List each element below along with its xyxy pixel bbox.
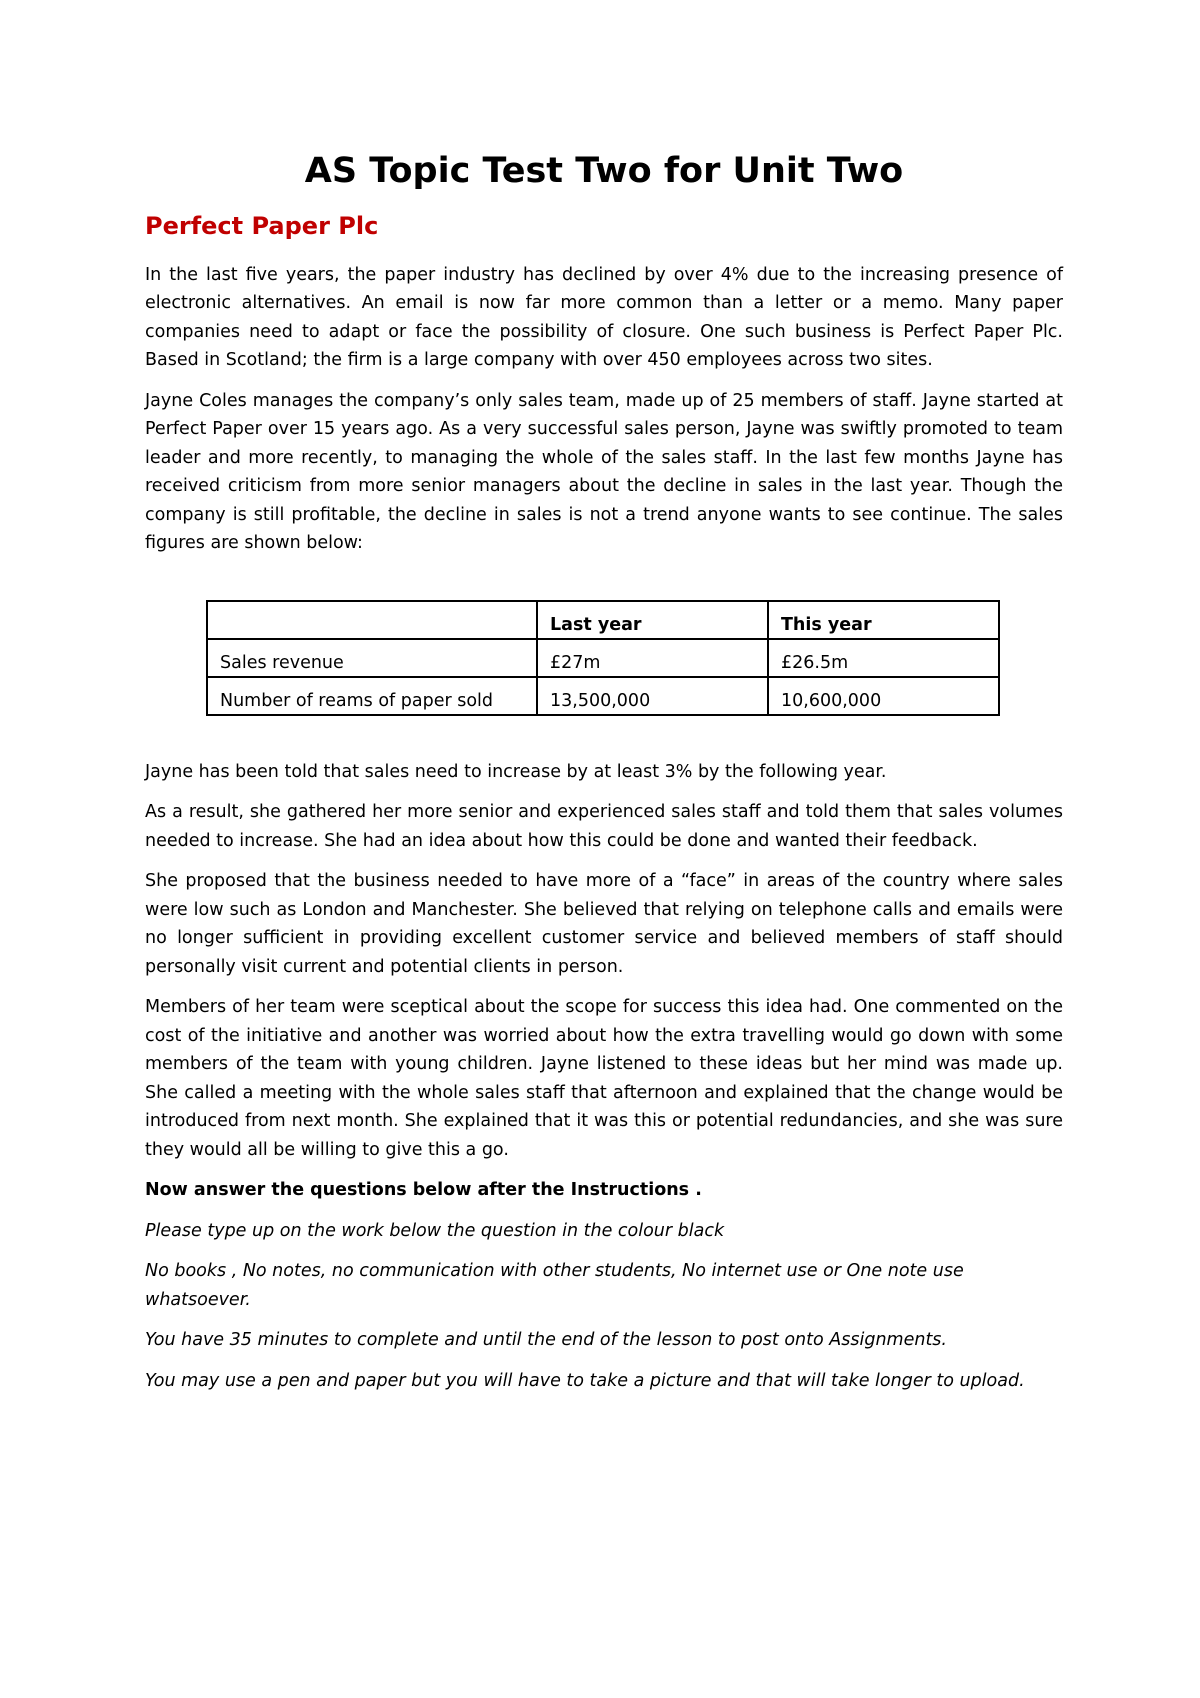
table-header-row	[207, 601, 999, 639]
instruction-item: You may use a pen and paper but you will have to take a picture and that will take longer to upload.	[145, 1370, 1025, 1391]
table-cell: Sales revenue	[207, 639, 537, 677]
company-name-heading: Perfect Paper Plc	[145, 212, 379, 240]
instruction-item: No books , No notes, no communication with other students, No internet use or One note use whatsoever.	[145, 1261, 964, 1310]
table-cell: £27m	[537, 639, 768, 677]
instructions-heading: Now answer the questions below after the Instructions .	[145, 1180, 702, 1201]
table-row	[207, 639, 999, 677]
table-header-cell: This year	[768, 601, 999, 639]
table-row	[207, 677, 999, 715]
table-header-cell: Last year	[537, 601, 768, 639]
instruction-item: You have 35 minutes to complete and until the end of the lesson to post onto Assignments.	[145, 1330, 947, 1351]
team-reaction-paragraph: Members of her team were sceptical about the scope for success this idea had. One commented on the cost of the initiative and another was worried about how the extra travelling would go down with some members of the team with young children. Jayne listened to these ideas but her mind was made up. She called a meeting with the whole sales staff that afternoon and explained that the change would be introduced from next month. She explained that it was this or potential redundancies, and she was sure they would all be willing to give this a go.	[145, 997, 1063, 1160]
sales-table-container	[206, 600, 1063, 716]
intro-paragraph: In the last five years, the paper industry has declined by over 4% due to the increasing presence of electronic alternatives. An email is now far more common than a letter or a memo. Many paper companies need to adapt or face the possibility of closure. One such business is Perfect Paper Plc. Based in Scotland; the firm is a large company with over 450 employees across two sites.	[145, 264, 1063, 371]
table-cell: Number of reams of paper sold	[207, 677, 537, 715]
table-header-cell	[207, 601, 537, 639]
meeting-paragraph: As a result, she gathered her more senior and experienced sales staff and told them that sales volumes needed to increase. She had an idea about how this could be done and wanted their feedback.	[145, 802, 1063, 851]
table-cell: £26.5m	[768, 639, 999, 677]
proposal-paragraph: She proposed that the business needed to have more of a “face” in areas of the country where sales were low such as London and Manchester. She believed that relying on telephone calls and emails were no longer sufficient in providing excellent customer service and believed members of staff should personally visit current and potential clients in person.	[145, 871, 1063, 977]
target-paragraph: Jayne has been told that sales need to increase by at least 3% by the following year.	[145, 761, 887, 782]
sales-figures-table	[206, 600, 1000, 716]
document-page	[145, 150, 1063, 1407]
table-cell: 10,600,000	[768, 677, 999, 715]
jayne-paragraph: Jayne Coles manages the company’s only sales team, made up of 25 members of staff. Jayne started at Perfect Paper over 15 years ago. As a very successful sales person, Jayne was swiftly promoted to team leader and more recently, to managing the whole of the sales staff. In the last few months Jayne has received criticism from more senior managers about the decline in sales in the last year. Though the company is still profitable, the decline in sales is not a trend anyone wants to see continue. The sales figures are shown below:	[145, 390, 1063, 554]
document-title: AS Topic Test Two for Unit Two	[304, 151, 904, 191]
table-cell: 13,500,000	[537, 677, 768, 715]
instruction-item: Please type up on the work below the question in the colour black	[145, 1220, 725, 1241]
